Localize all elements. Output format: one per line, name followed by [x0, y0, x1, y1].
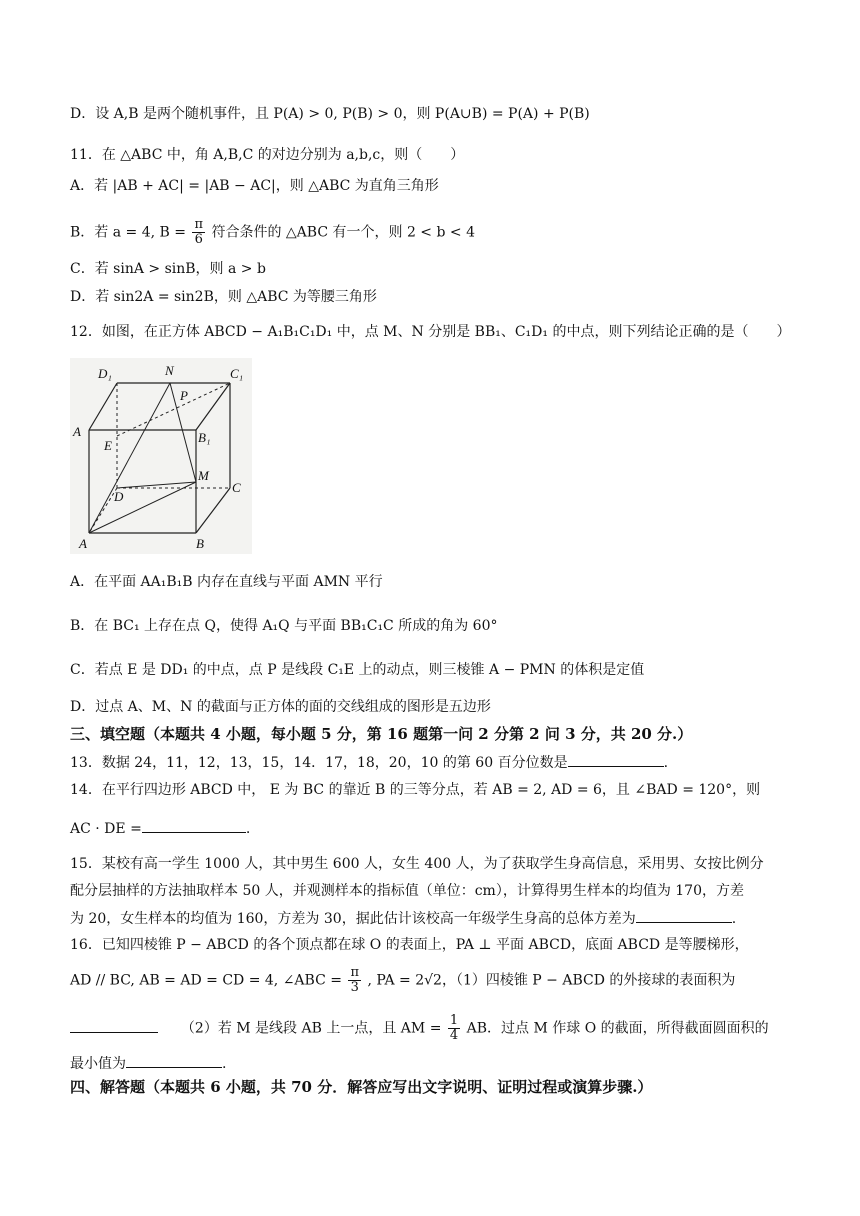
- q16-min-area-text: 最小值为: [70, 1056, 126, 1072]
- q16-angle-num: π: [350, 965, 359, 980]
- q11-option-a: A．若 |AB + AC| = |AB − AC|，则 △ABC 为直角三角形: [70, 178, 439, 194]
- label-A: A: [79, 536, 87, 551]
- q16-part1-answer-blank[interactable]: [70, 1018, 158, 1033]
- label-B: B: [196, 536, 204, 551]
- q15-line3: 为 20，女生样本的均值为 160，方差为 30，据此估计该校高一年级学生身高的总体方差为 .: [70, 908, 800, 929]
- q16-angle-den: 3: [350, 980, 359, 995]
- q16-line2: [70, 966, 800, 995]
- q11-stem: 11．在 △ABC 中，角 A,B,C 的对边分别为 a,b,c，则（ ）: [70, 147, 465, 163]
- label-N: N: [165, 363, 174, 378]
- q11b-prefix: B．若 a = 4, B =: [70, 224, 186, 241]
- cube-figure: [70, 358, 252, 554]
- q11-option-b: [70, 218, 800, 247]
- q16-condition: AD // BC, AB = AD = CD = 4, ∠ABC =: [70, 972, 342, 989]
- q15-line1: 15．某校有高一学生 1000 人，其中男生 600 人，女生 400 人，为了获取学生身高信息，采用男、女按比例分: [70, 856, 764, 872]
- q16-angle-fraction: [348, 966, 361, 995]
- q16-line1: 16．已知四棱锥 P − ABCD 的各个顶点都在球 O 的表面上，PA ⊥ 平面 ABCD，底面 ABCD 是等腰梯形，: [70, 937, 749, 953]
- label-C: C: [232, 480, 241, 495]
- q15-line2: 配分层抽样的方法抽取样本 50 人，并观测样本的指标值（单位：cm），计算得男生样本的均值为 170，方差: [70, 883, 745, 899]
- q11b-fraction: [192, 218, 205, 247]
- q15-answer-blank[interactable]: [636, 908, 732, 923]
- label-B1: B₁: [198, 430, 211, 445]
- q16-part2-answer-blank[interactable]: [126, 1053, 222, 1068]
- q16-line4: 最小值为 .: [70, 1053, 800, 1074]
- q11-option-d: D．若 sin2A = sin2B，则 △ABC 为等腰三角形: [70, 289, 377, 305]
- section-3-heading: 三、填空题（本题共 4 小题，每小题 5 分，第 16 题第一问 2 分第 2 问 3 分，共 20 分.）: [70, 725, 693, 743]
- label-C1: C₁: [230, 366, 244, 381]
- q14: 14．在平行四边形 ABCD 中， E 为 BC 的靠近 B 的三等分点，若 AB = 2, AD = 6，且 ∠BAD = 120°，则: [70, 782, 761, 798]
- q16-part2: （2）若 M 是线段 AB 上一点，且 AM =: [180, 1020, 442, 1037]
- q13-answer-blank[interactable]: [568, 752, 664, 767]
- label-E: E: [104, 438, 112, 453]
- q16-am-num: 1: [449, 1013, 459, 1028]
- q12-option-d: D．过点 A、M、N 的截面与正方体的面的交线组成的图形是五边形: [70, 699, 491, 715]
- label-A1: A: [73, 424, 81, 439]
- q11b-suffix: 符合条件的 △ABC 有一个，则 2 < b < 4: [211, 224, 475, 241]
- q13: 13．数据 24，11，12，13，15，14．17，18，20，10 的第 60 百分位数是 .: [70, 752, 800, 773]
- label-P: P: [180, 388, 188, 403]
- q13-text: 13．数据 24，11，12，13，15，14．17，18，20，10 的第 60 百分位数是: [70, 755, 568, 771]
- q16-am-fraction: [448, 1014, 460, 1043]
- label-D1: D₁: [98, 366, 112, 381]
- q12-option-b: B．在 BC₁ 上存在点 Q，使得 A₁Q 与平面 BB₁C₁C 所成的角为 60°: [70, 618, 498, 634]
- q14-answer-blank[interactable]: [142, 818, 246, 833]
- q14-vector-expr: AC · DE =: [70, 821, 142, 837]
- q16-part1: , PA = 2√2，（1）四棱锥 P − ABCD 的外接球的表面积为: [367, 972, 736, 989]
- cube-diagram: [70, 358, 252, 554]
- q11b-frac-den: 6: [194, 232, 203, 247]
- q14-cont: AC · DE = .: [70, 818, 800, 839]
- q10-option-d: D．设 A,B 是两个随机事件，且 P(A) > 0, P(B) > 0，则 P(A∪B) = P(A) + P(B): [70, 106, 590, 122]
- q12-stem: 12．如图，在正方体 ABCD − A₁B₁C₁D₁ 中，点 M、N 分别是 BB₁、C₁D₁ 的中点，则下列结论正确的是（ ）: [70, 324, 791, 340]
- q12-option-c: C．若点 E 是 DD₁ 的中点，点 P 是线段 C₁E 上的动点，则三棱锥 A − PMN 的体积是定值: [70, 662, 645, 678]
- q15-text: 为 20，女生样本的均值为 160，方差为 30，据此估计该校高一年级学生身高的总体方差为: [70, 911, 636, 927]
- q12-option-a: A．在平面 AA₁B₁B 内存在直线与平面 AMN 平行: [70, 574, 383, 590]
- q16-am-den: 4: [449, 1028, 459, 1043]
- q16-line3: [70, 1014, 800, 1043]
- label-M: M: [198, 468, 209, 483]
- section-4-heading: 四、解答题（本题共 6 小题，共 70 分．解答应写出文字说明、证明过程或演算步骤.）: [70, 1078, 653, 1096]
- q11-option-c: C．若 sinA > sinB，则 a > b: [70, 261, 266, 277]
- label-D: D: [114, 489, 124, 504]
- q11b-frac-num: π: [194, 217, 203, 232]
- q16-part2-cont: AB．过点 M 作球 O 的截面，所得截面圆面积的: [466, 1020, 769, 1037]
